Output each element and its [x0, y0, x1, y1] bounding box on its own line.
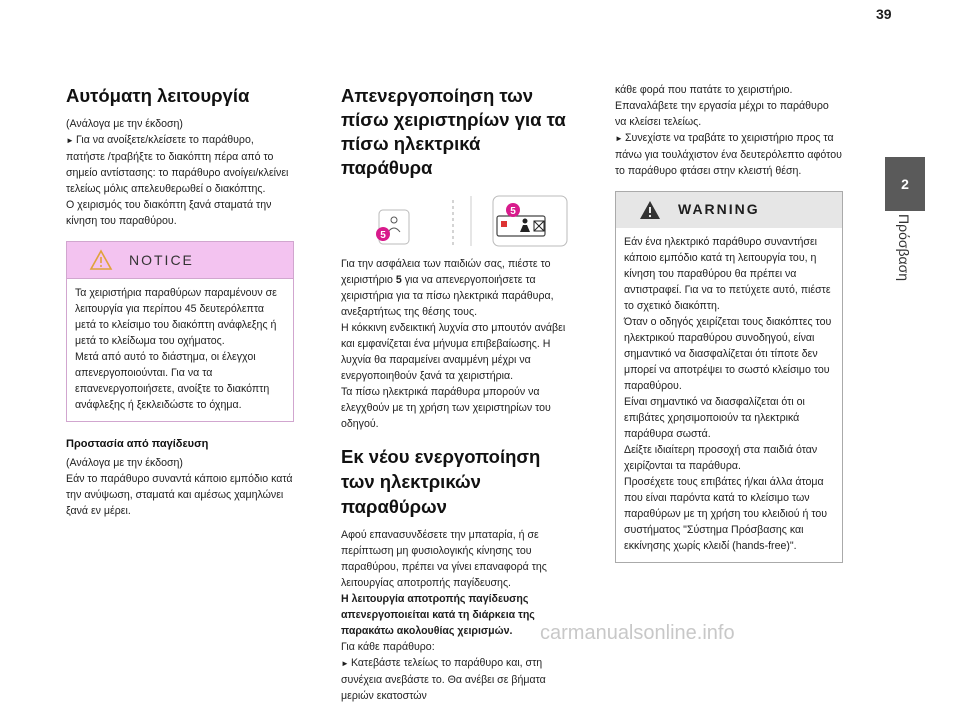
version-note: (Ανάλογα με την έκδοση) — [66, 457, 183, 469]
text-run: για να απενεργοποιήσετε τα χειριστήρια για τα πίσω ηλεκτρικά παράθυρα, ανεξαρτήτως της θέσης τους. — [341, 274, 554, 318]
chapter-tab[interactable]: 2 — [885, 157, 925, 211]
notice-header — [67, 242, 293, 279]
warning-header — [616, 192, 842, 228]
callout-5-left: 5 — [380, 230, 386, 241]
child-icon — [388, 217, 400, 232]
version-note: (Ανάλογα με την έκδοση) — [66, 118, 183, 130]
notice-body — [67, 279, 293, 421]
instruction-text: Συνεχίστε να τραβάτε το χειριστήριο προς τα πάνω για τουλάχιστον ένα δευτερόλεπτο αφότου το παράθυρο φτάσει στην κλειστή θέση. — [615, 132, 842, 177]
paragraph: Ο χειρισμός του διακόπτη ξανά σταματά την κίνηση του παραθύρου. — [66, 199, 272, 227]
warning-body — [616, 228, 842, 562]
column-3 — [615, 82, 843, 563]
control-panel-drawing — [341, 188, 569, 250]
child-lock-illustration — [341, 188, 569, 250]
paragraph: Για κάθε παράθυρο: — [341, 641, 435, 653]
child-lock-icon — [520, 219, 530, 233]
notice-title: NOTICE — [129, 252, 194, 268]
warning-paragraph: Δείξτε ιδιαίτερη προσοχή στα παιδιά όταν χειρίζονται τα παράθυρα. — [624, 444, 818, 472]
warning-title: WARNING — [678, 201, 760, 217]
warning-paragraph: Προσέχετε τους επιβάτες ή/και άλλα άτομα που είναι παρόντα κατά το κλείσιμο των παραθύρων με τη χρήση του κλειδιού ή του συστήματος "Σύστημα Πρόσβασης και εκκίνησης χωρίς κλειδί (hands-free)". — [624, 476, 828, 552]
subheading-anti-pinch: Προστασία από παγίδευση — [66, 438, 209, 450]
warning-paragraph: Είναι σημαντικό να διασφαλίζεται ότι οι επιβάτες χρησιμοποιούν τα ηλεκτρικά παράθυρα σωστά. — [624, 396, 805, 440]
text-run: Για την ασφάλεια των παιδιών σας, πιέστε το χειριστήριο — [341, 258, 551, 286]
notice-paragraph: Μετά από αυτό το διάστημα, οι έλεγχοι απενεργοποιούνται. Για να τα επανενεργοποιήσετε, ανοίξτε το διακόπτη ανάφλεξης ή ξεκλειδώστε το όχημα. — [75, 351, 270, 411]
paragraph: κάθε φορά που πατάτε το χειριστήριο. Επαναλάβετε την εργασία μέχρι το παράθυρο να κλείσει τελείως. — [615, 84, 829, 128]
paragraph: Εάν το παράθυρο συναντά κάποιο εμπόδιο κατά την ανύψωση, σταματά και αμέσως χαμηλώνει ξανά εν μέρει. — [66, 473, 293, 517]
arrow-bullet-icon: ► — [341, 659, 349, 668]
section-title-deactivate: Απενεργοποίηση των πίσω χειριστηρίων για τα πίσω ηλεκτρικά παράθυρα — [341, 85, 566, 178]
window-lock-icon — [534, 221, 544, 231]
arrow-bullet-icon: ► — [615, 134, 623, 143]
instruction-step — [615, 130, 843, 179]
instruction-step — [66, 132, 294, 197]
paragraph — [341, 256, 569, 320]
paragraph: Η κόκκινη ενδεικτική λυχνία στο μπουτόν ανάβει και εμφανίζεται ένα μήνυμα επιβεβαίωσης. Η λυχνία θα παραμείνει αναμμένη μέχρι να ενεργοποιηθούν ξανά τα χειριστήρια. — [341, 322, 566, 382]
section-title-reactivate: Εκ νέου ενεργοποίηση των ηλεκτρικών παραθύρων — [341, 446, 541, 517]
arrow-bullet-icon: ► — [66, 136, 74, 145]
notice-paragraph: Τα χειριστήρια παραθύρων παραμένουν σε λειτουργία για περίπου 45 δευτερόλεπτα μετά το κλείσιμο του διακόπτη ανάφλεξης ή μετά το κλείδωμα του οχήματος. — [75, 287, 277, 347]
instruction-step — [341, 655, 569, 704]
chapter-label — [884, 214, 924, 324]
instruction-text: Κατεβάστε τελείως το παράθυρο και, στη συνέχεια ανεβάστε το. Θα ανέβει σε βήματα μεριών εκατοστών — [341, 657, 546, 702]
watermark: carmanualsonline.info — [540, 622, 735, 644]
instruction-text: Για να ανοίξετε/κλείσετε το παράθυρο, πατήστε /τραβήξτε το διακόπτη πέρα από το σημείο αντίστασης: το παράθυρο ανοίγει/κλείνει τελείως μόλις απελευθερωθεί ο διακόπτης. — [66, 134, 289, 195]
callout-5-right: 5 — [510, 206, 516, 217]
column-2 — [341, 84, 569, 704]
chapter-label-text: Πρόσβαση — [896, 214, 912, 282]
control-reference: 5 — [395, 274, 402, 286]
warning-triangle-icon — [89, 249, 113, 271]
warning-box — [615, 191, 843, 563]
bold-paragraph: Η λειτουργία αποτροπής παγίδευσης απενεργοποιείται κατά τη διάρκεια της παρακάτω ακολουθίας χειρισμών. — [341, 593, 535, 637]
paragraph: Τα πίσω ηλεκτρικά παράθυρα μπορούν να ελεγχθούν με τη χρήση των χειριστηρίων του οδηγού. — [341, 386, 551, 430]
notice-box — [66, 241, 294, 422]
page-number: 39 — [876, 6, 892, 22]
section-title-automatic: Αυτόματη λειτουργία — [66, 85, 250, 106]
warning-paragraph: Όταν ο οδηγός χειρίζεται τους διακόπτες του ηλεκτρικού παραθύρου συνοδηγού, είναι σημαντικό να διασφαλίζεται ότι τίποτε δεν μπορεί να αποτρέψει το σωστό κλείσιμο του παραθύρου. — [624, 316, 832, 392]
warning-paragraph: Εάν ένα ηλεκτρικό παράθυρο συναντήσει κάποιο εμπόδιο κατά τη λειτουργία του, η κίνηση του παραθύρου θα πρέπει να αντιστραφεί. Για να το πετύχετε αυτό, πιέστε το σχετικό διακόπτη. — [624, 236, 831, 312]
column-1 — [66, 84, 294, 519]
paragraph: Αφού επανασυνδέσετε την μπαταρία, ή σε περίπτωση μη φυσιολογικής κίνησης του παραθύρου, πρέπει να γίνει επαναφορά της λειτουργίας αποτροπής παγίδευσης. — [341, 529, 547, 589]
warning-triangle-icon — [638, 199, 662, 221]
